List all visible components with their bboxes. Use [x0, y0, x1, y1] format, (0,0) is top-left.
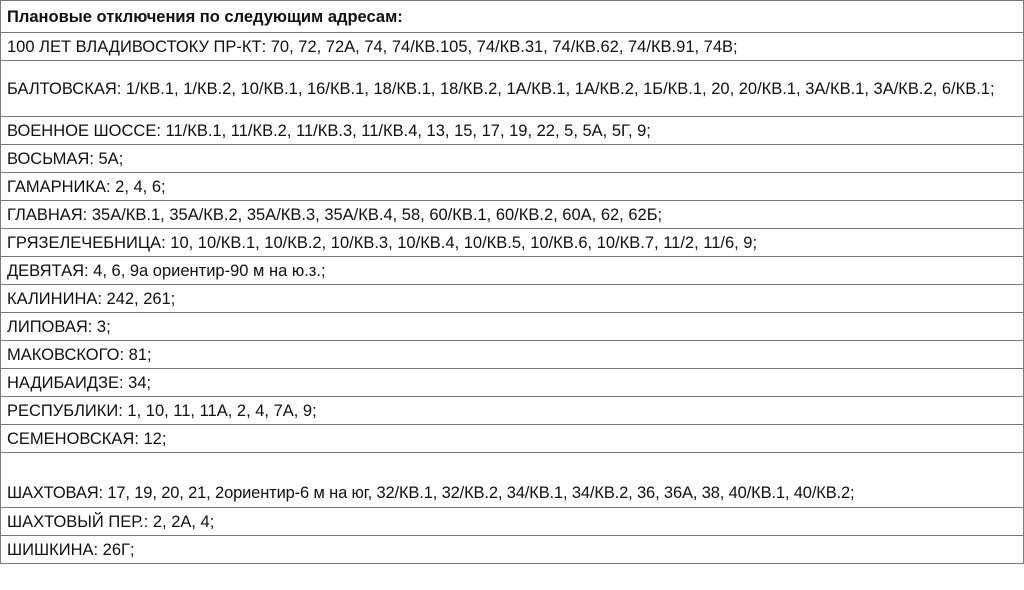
row-text: ШИШКИНА: 26Г; [7, 540, 135, 559]
row-text: ГАМАРНИКА: 2, 4, 6; [7, 177, 166, 196]
row-text: ЛИПОВАЯ: 3; [7, 317, 111, 336]
table-row [1, 145, 1023, 173]
table-row [1, 61, 1023, 117]
row-text: КАЛИНИНА: 242, 261; [7, 289, 176, 308]
table-row [1, 508, 1023, 536]
table-row [1, 425, 1023, 453]
table-row [1, 341, 1023, 369]
row-text: ШАХТОВАЯ: 17, 19, 20, 21, 2ориентир-6 м на юг, 32/КВ.1, 32/КВ.2, 34/КВ.1, 34/КВ.2, 36, 36А, 38, 40/КВ.1, 40/КВ.2; [7, 484, 855, 502]
table-row [1, 285, 1023, 313]
row-text: СЕМЕНОВСКАЯ: 12; [7, 429, 167, 448]
row-text: 100 ЛЕТ ВЛАДИВОСТОКУ ПР-КТ: 70, 72, 72А, 74, 74/КВ.105, 74/КВ.31, 74/КВ.62, 74/КВ.91, 74В; [7, 37, 738, 56]
table-row [1, 173, 1023, 201]
row-text: ДЕВЯТАЯ: 4, 6, 9а ориентир-90 м на ю.з.; [7, 261, 326, 280]
row-text: МАКОВСКОГО: 81; [7, 345, 152, 364]
table-row [1, 536, 1023, 564]
row-text: РЕСПУБЛИКИ: 1, 10, 11, 11А, 2, 4, 7А, 9; [7, 401, 317, 420]
row-text: ШАХТОВЫЙ ПЕР.: 2, 2А, 4; [7, 512, 215, 531]
row-text: ВОЕННОЕ ШОССЕ: 11/КВ.1, 11/КВ.2, 11/КВ.3, 11/КВ.4, 13, 15, 17, 19, 22, 5, 5А, 5Г, 9; [7, 121, 651, 140]
table-row [1, 453, 1023, 508]
table-title: Плановые отключения по следующим адресам: [1, 0, 1023, 33]
row-text: ВОСЬМАЯ: 5А; [7, 149, 124, 168]
table-row [1, 229, 1023, 257]
row-text: НАДИБАИДЗЕ: 34; [7, 373, 152, 392]
table-row [1, 33, 1023, 61]
row-text: ГРЯЗЕЛЕЧЕБНИЦА: 10, 10/КВ.1, 10/КВ.2, 10/КВ.3, 10/КВ.4, 10/КВ.5, 10/КВ.6, 10/КВ.7, 11/2, 11/6, 9; [7, 233, 758, 252]
table-row [1, 369, 1023, 397]
table-row [1, 313, 1023, 341]
table-row [1, 117, 1023, 145]
table-row [1, 257, 1023, 285]
row-text: БАЛТОВСКАЯ: 1/КВ.1, 1/КВ.2, 10/КВ.1, 16/КВ.1, 18/КВ.1, 18/КВ.2, 1А/КВ.1, 1А/КВ.2, 1Б/КВ.1, 20, 20/КВ.1, 3А/КВ.1, 3А/КВ.2, 6/КВ.1; [7, 79, 995, 98]
table-row [1, 397, 1023, 425]
table-row [1, 201, 1023, 229]
row-text: ГЛАВНАЯ: 35А/КВ.1, 35А/КВ.2, 35А/КВ.3, 35А/КВ.4, 58, 60/КВ.1, 60/КВ.2, 60А, 62, 62Б; [7, 205, 663, 224]
